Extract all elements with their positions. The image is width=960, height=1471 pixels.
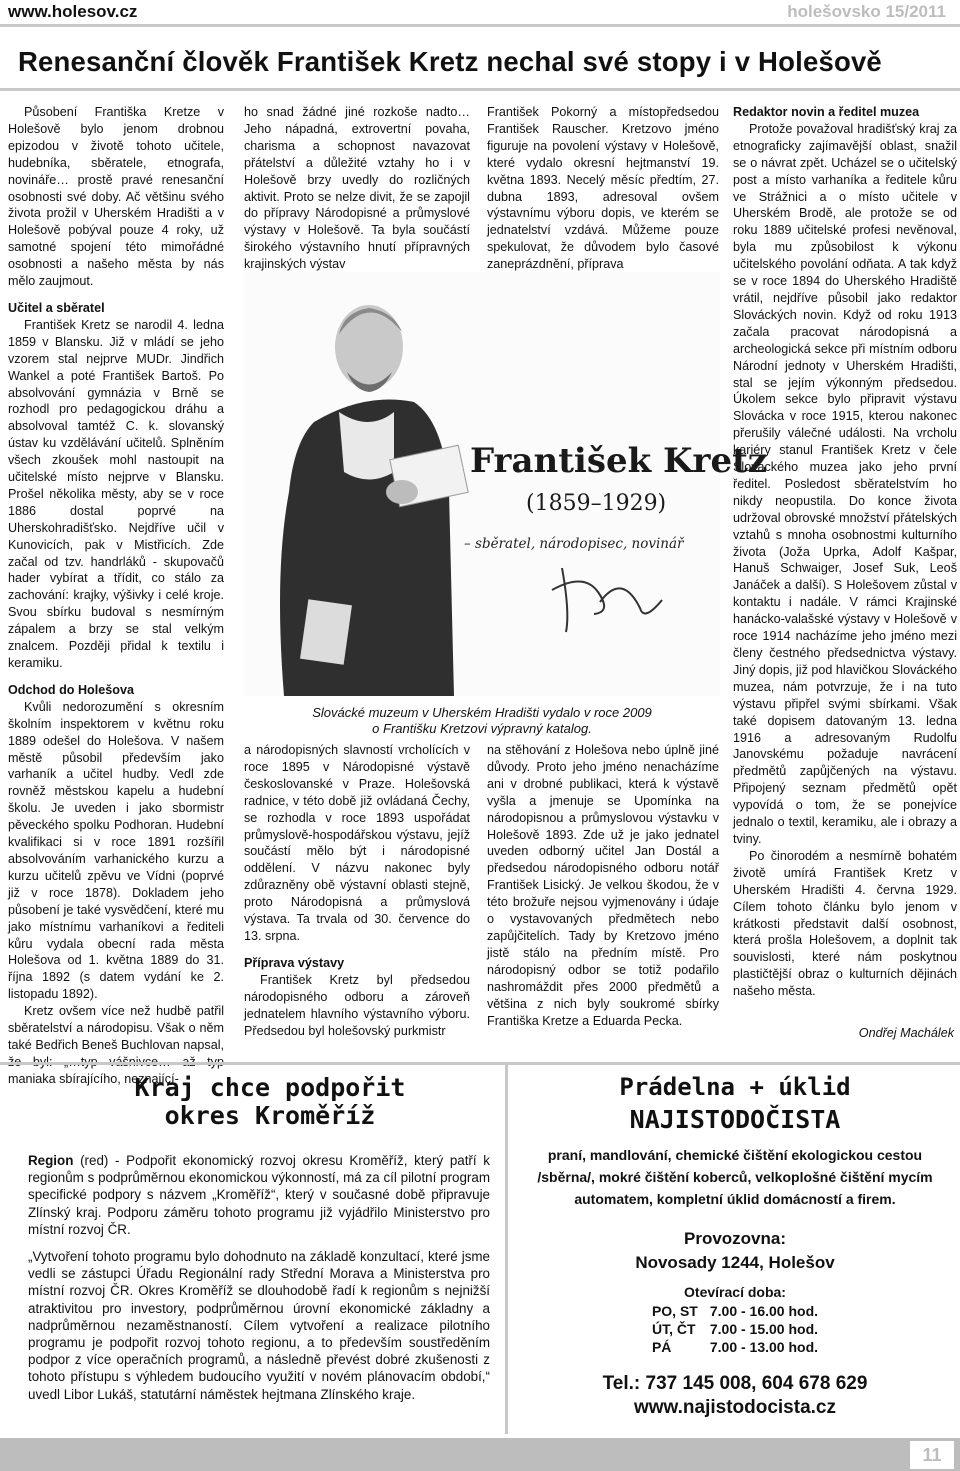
top-bar: [0, 0, 960, 27]
article-column-2-top: [244, 104, 470, 273]
vertical-divider: [505, 1062, 508, 1434]
section-divider: [0, 1062, 960, 1065]
news-body: [28, 1152, 490, 1413]
ad-website[interactable]: www.najistodocista.cz: [633, 1397, 836, 1418]
article-column-2-bottom: [244, 742, 470, 1039]
section-heading-teacher: Učitel a sběratel: [8, 300, 105, 315]
article-author: Ondřej Machálek: [858, 1026, 954, 1040]
news-paragraph: [28, 1152, 490, 1238]
page-number: 11: [910, 1441, 954, 1469]
hours-row: [646, 1320, 824, 1338]
article-paragraph: Po činorodém a nesmírně bohatém životě umírá František Kretz v Uherském Hradišti 4. června 1929. Cílem tohoto článku bylo jenom v krátkosti představit další osobnost, která prošla Holešovem, a doplnit tak souvislosti, které nám poskytnou plastičtější obraz o kulturních dějinách našeho města.: [733, 848, 957, 999]
caption-line-2: o Františku Kretzovi výpravný katalog.: [372, 721, 592, 736]
article-column-4: [733, 104, 957, 1000]
issue-label: holešovsko 15/2011: [787, 2, 946, 21]
news-paragraph: „Vytvoření tohoto programu bylo dohodnuto na základě konzultací, které jsme vedli se zástupci Úřadu Regionální rady Střední Morava a Ministerstva pro místní rozvoj ČR. Okres Kroměříž se dlouhodobě řadí k regionům s nejnižší atraktivitou pro investory, podprůměrnou úrovní ekonomické základny a nadprůměrnou nezaměstnaností. Cílem vytvoření a realizace pilotního programu je podpořit rozvoj tohoto regionu, a to především soustředěním podpor z více operačních programů, a následně převést dobré zkušenosti z tohoto přístupu s výhledem budoucího využití v novém plánovacím období,“ uvedl Libor Lukáš, statutární náměstek hejtmana Zlínského kraje.: [28, 1249, 490, 1402]
ad-services: praní, mandlování, chemické čištění ekologickou cestou /sběrna/, mokré čištění koberců, velkoplošné čištění mycím automatem, kompletní úklid domácností a firem.: [537, 1147, 933, 1207]
article-column-3-bottom: [487, 742, 719, 1029]
photo-title: František Kretz: [470, 441, 768, 481]
photo-caption: [244, 705, 720, 737]
article-paragraph: na stěhování z Holešova nebo úplně jiné důvody. Proto jeho jméno nenacházíme ani v drobné publikaci, která k výstavě vyšla a jmenuje se Upomínka na národopisnou a průmyslovou výstavku v Holešově 1893. Zde už je jako jednatel uveden odborný učitel Jan Dostál a předsedou národopisného odboru notář František Lisický. Je velkou škodou, že v této brožuře nejsou vyjmenovány i údaje o vystavovaných předmětech nebo zapůjčitelích. Tady by Kretzovo jméno jistě stálo na předním místě. Pro národopisný odbor se totiž podařilo nashromáždit přes 2000 předmětů a většina z nich byly soukromé sbírky Františka Kretze a Eduarda Pecka.: [487, 743, 719, 1028]
hours-row: [646, 1302, 824, 1320]
article-column-1: [8, 104, 224, 1088]
hours-row: [646, 1338, 824, 1356]
footer-bar: [0, 1438, 960, 1471]
kretz-portrait-photo: [244, 272, 768, 696]
hours-time: 7.00 - 16.00 hod.: [709, 1303, 819, 1319]
ad-title: Prádelna + úklid: [619, 1073, 851, 1101]
site-url[interactable]: www.holesov.cz: [8, 2, 138, 21]
section-heading-exhibition: Příprava výstavy: [244, 955, 345, 970]
hours-time: 7.00 - 13.00 hod.: [709, 1339, 819, 1355]
signature-text: F. Kretz: [544, 632, 548, 633]
article-column-3-top: [487, 104, 719, 273]
hours-days: ÚT, ČT: [651, 1321, 696, 1337]
article-headline: Renesanční člověk František Kretz nechal své stopy i v Holešově: [18, 46, 882, 77]
article-paragraph: Kvůli nedorozumění s okresním školním inspektorem v květnu roku 1889 odešel do Holešova. V našem městě působil především jako varhaník a učitel hudby. Vedl zde rovněž městskou kapelu a hudební školu. Je uveden i jako sbormistr pěveckého spolku Podhoran. Hudební kvalifikaci si v roce 1891 rozšířil absolvováním varhanického kurzu a kurzu učitelů zpěvu ve Vídni (poprvé již v roce 1878). Dokladem jeho působení je také vysvědčení, které mu jako místnímu varhaníkovi a řediteli kůru vydala obecní rada města Holešova od 1. května 1889 do 31. října 1892 (s datem vydání ke 2. listopadu 1892).: [8, 699, 224, 1002]
article-intro: Působení Františka Kretze v Holešově bylo jenom drobnou epizodou v životě tohoto učitele, hudebníka, sběratele, etnografa, novináře… prostě pravé renesanční osobnosti své doby. Ač většinu svého života prožil v Uherském Hradišti a v Holešově pobýval pouze 4 roky, už samotné spojení této mimořádné osobnosti a našeho města by nás mělo zaujmout.: [8, 105, 224, 289]
ad-address: Novosady 1244, Holešov: [635, 1253, 835, 1272]
news-headline-line-2: okres Kroměříž: [164, 1101, 376, 1130]
ad-brand: NAJISTODOČISTA: [629, 1105, 841, 1134]
ad-location-label: Provozovna:: [683, 1229, 787, 1248]
laundry-advertisement: [510, 1068, 960, 1420]
news-lead: Region: [28, 1153, 74, 1168]
news-headline: [60, 1074, 480, 1130]
article-paragraph: Kretz ovšem více než hudbě patřil sběratelství a národopisu. Však o něm také Bedřich Beneš Buchlovan napsal, maniaka sbírajícího, neznající-: [8, 1004, 224, 1086]
hours-time: 7.00 - 15.00 hod.: [709, 1321, 819, 1337]
section-heading-editor: Redaktor novin a ředitel muzea: [733, 105, 920, 119]
caption-line-1: Slovácké muzeum v Uherském Hradišti vydalo v roce 2009: [312, 705, 652, 720]
photo-subtitle: – sběratel, národopisec, novinář: [464, 536, 684, 552]
opening-hours-table: [646, 1302, 824, 1356]
photo-years: (1859–1929): [526, 491, 667, 516]
news-text: (red) - Podpořit ekonomický rozvoj okresu Kroměříž, který patří k regionům s podprůměrnou ekonomickou výkonností, má za cíl pilotní program specifické podpory s názvem „Kroměříž“, který v současné době připravuje Zlínský kraj. Podporu záměru tohoto programu již vyjádřilo Ministerstvo pro místní rozvoj ČR.: [28, 1153, 490, 1237]
headline-divider: [0, 88, 960, 91]
article-paragraph: a národopisných slavností vrcholících v roce 1895 v Národopisné výstavě českoslovanské v Praze. Holešovská radnice, v této době již ovládaná Čechy, se rozhodla v roce 1893 uspořádat průmyslově-hospodářskou výstavu, jejíž součástí mělo být i národopisné oddělení. V názvu nakonec byly zdůrazněny obě výstavní oblasti stejně, proto Národopisná a průmyslová výstava. Ta trvala od 30. července do 13. srpna.: [244, 743, 470, 943]
ad-phone[interactable]: Tel.: 737 145 008, 604 678 629: [602, 1373, 868, 1394]
article-paragraph: ho snad žádné jiné rozkoše nadto… Jeho nápadná, extrovertní povaha, charisma a schopnost navazovat přátelství a důležité vztahy ho i v Holešově brzy uvedly do rozličných aktivit. Proto se nelze divit, že se zapojil do přípravy Národopisné a průmyslové výstavy v Holešově. Ta byla součástí širokého výstavního hnutí přípravných krajinských výstav: [244, 105, 470, 272]
article-paragraph: František Kretz se narodil 4. ledna 1859 v Blansku. Již v mládí se jeho vzorem stal nejprve MUDr. Jindřich Wankel a poté František Bartoš. Po absolvování gymnázia v Brně se rozhodl pro pedagogickou dráhu a absolvoval tamtéž C. k. slovanský ústav ku vzdělávání učitelů. Splněním všech zkoušek mohl nastoupit na učitelské místo nejprve v Blansku. Prošel několika městy, aby se v roce 1886 dostal poprvé na Uherskohradišťsko. Nejdříve učil v Kunovicích, pak v Mistřicích. Zde začal od tzv. handrláků - skupovačů hader vybírat a třídit, co stálo za zachování: krajky, výšivky i celé kroje. Svou sbírku budoval s nesmírným zápalem a brzy se stal velkým znalcem. Později přidal k textilu i keramiku.: [8, 317, 224, 670]
portrait-illustration: [244, 272, 768, 696]
ad-hours-label: Otevírací doba:: [684, 1284, 786, 1300]
article-paragraph: František Kretz byl předsedou národopisného odboru a zároveň jednatelem hlavního výstavního výboru. Předsedou byl holešovský purkmistr: [244, 972, 470, 1038]
hours-days: PÁ: [651, 1339, 672, 1355]
article-paragraph: Protože považoval hradišťský kraj za etnograficky zajímavější oblast, snažil se o návrat zpět. Ucházel se o učitelský post a místo varhaníka a ředitele kůru ve Strážnici a o místo učitele v Uherském Brodě, ale protože se od roku 1889 učitelské profesi nevěnoval, byla mu způsobilost k výkonu učitelského povolání odňata. A tak když se v roce 1894 do Uherského Hradiště vrátil, nejdříve působil jako redaktor Slováckých novin. Když od roku 1913 začala pracovat národopisná a archeologická sekce při místním odboru Národní jednoty v Uherském Hradišti, stal se jejím výkonným předsedou. Úkolem sekce bylo připravit výstavu Slovácka v roce 1915, kterou nakonec přerušily válečné události. Na vrcholu kariéry stanul František Kretz v čele Slováckého muzea jako jeho první ředitel. Posledost sběratelstvím ho nikdy neopustila. Do konce života udržoval obrovské množství přátelských vztahů s mnoha osobnostmi kulturního života (Joža Uprka, Adolf Kašpar, Hanuš Schwaiger, Josef Suk, Leoš Janáček a další). S Holešovem zůstal v kontaktu i nadále. V rámci Krajinské hanácko-valašské výstavy v Holešově v roce 1914 nacházíme jeho jméno mezi členy čestného předsednictva výstavy. Jiný dopis, již pod hlavičkou Slováckého muzea, nám potvrzuje, že i na tuto výstavu připřel svými sbírkami. Však také dopisem datovaným 13. ledna 1916 a adresovaným Rudolfu Janovskému požaduje navrácení předmětů zapůjčených na výstavu. Připojený seznam předmětů opět vypovídá o tom, že se ponejvíce jednalo o textil, keramiku, ale i obrazy a tviny.: [733, 121, 958, 846]
hours-days: PO, ST: [651, 1303, 698, 1319]
section-heading-holesov: Odchod do Holešova: [8, 682, 134, 697]
article-paragraph: František Pokorný a místopředsedou František Rauscher. Kretzovo jméno figuruje na povolení výstavy v Holešově, které vydalo okresní hejtmanství 19. května 1893. Necelý měsíc předtím, 27. dubna 1893, adresoval ovšem výstavnímu výboru dopis, ve kterém se jednatelství vzdává. Můžeme pouze spekulovat, že důvodem bylo časové zaneprázdnění, příprava: [487, 105, 719, 272]
news-headline-line-1: Kraj chce podpořit: [134, 1073, 406, 1102]
